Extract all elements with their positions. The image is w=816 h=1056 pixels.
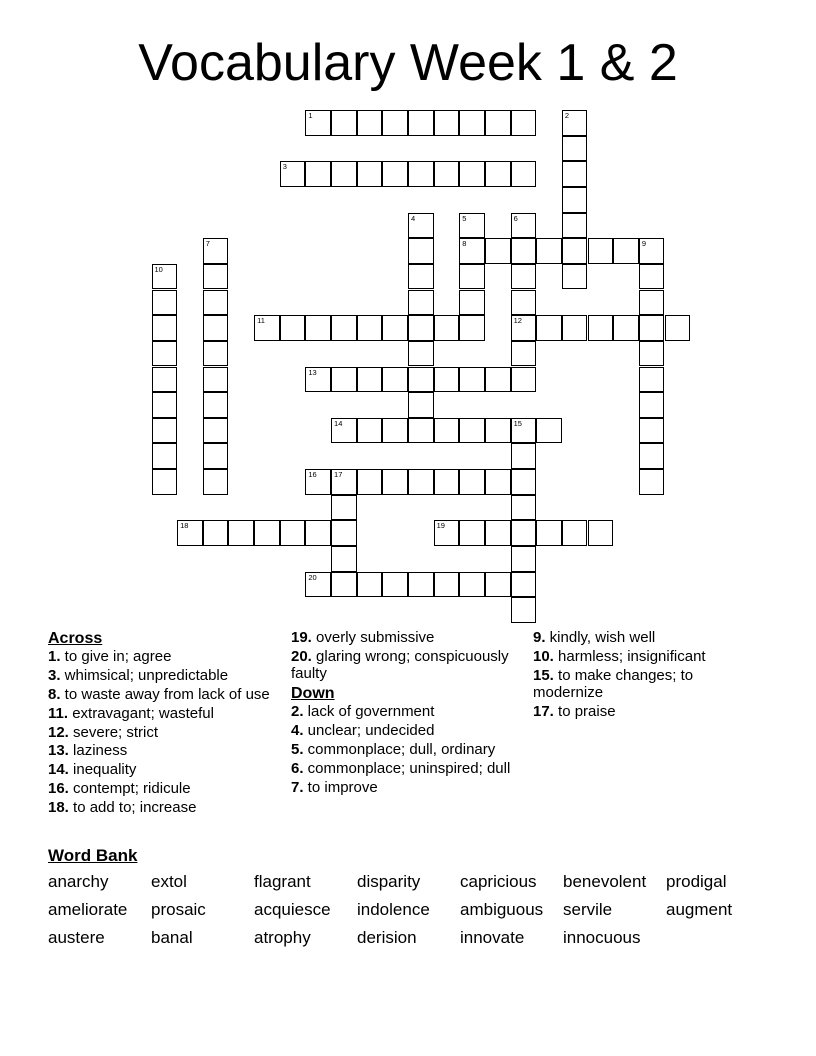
crossword-cell[interactable] (562, 187, 588, 213)
crossword-cell[interactable] (459, 290, 485, 316)
clue-number: 14. (48, 761, 69, 779)
crossword-cell[interactable] (511, 238, 537, 264)
crossword-cell[interactable] (485, 572, 511, 598)
crossword-cell[interactable] (254, 520, 280, 546)
clues-column-3 (533, 629, 763, 722)
crossword-cell[interactable] (152, 418, 178, 444)
crossword-cell[interactable] (357, 315, 383, 341)
clue-item (48, 742, 278, 759)
crossword-cell[interactable] (152, 341, 178, 367)
crossword-cell[interactable] (152, 264, 178, 290)
crossword-cell[interactable] (613, 238, 639, 264)
word-bank-item: austere (48, 928, 105, 947)
clue-number: 20 (308, 572, 317, 582)
clue-number: 8. (48, 685, 61, 703)
crossword-cell[interactable] (408, 469, 434, 495)
crossword-cell[interactable] (459, 264, 485, 290)
crossword-cell[interactable] (459, 238, 485, 264)
clue-number: 10. (533, 647, 554, 665)
crossword-cell[interactable] (357, 572, 383, 598)
crossword-cell[interactable] (562, 315, 588, 341)
crossword-cell[interactable] (280, 520, 306, 546)
clue-item (533, 629, 763, 646)
crossword-cell[interactable] (280, 161, 306, 187)
word-bank-item: flagrant (254, 872, 311, 891)
crossword-cell[interactable] (152, 290, 178, 316)
clue-text: unclear; undecided (303, 721, 435, 739)
clue-number: 12 (513, 316, 522, 326)
crossword-cell[interactable] (331, 546, 357, 572)
across-heading: Across (48, 630, 103, 647)
clue-item (291, 760, 521, 777)
crossword-cell[interactable] (639, 341, 665, 367)
word-bank-item: prodigal (666, 872, 727, 891)
crossword-cell[interactable] (459, 213, 485, 239)
crossword-cell[interactable] (511, 469, 537, 495)
clue-item (291, 703, 521, 720)
clue-number: 6 (513, 213, 518, 223)
crossword-cell[interactable] (511, 367, 537, 393)
crossword-cell[interactable] (331, 315, 357, 341)
crossword-cell[interactable] (562, 136, 588, 162)
clue-number: 13. (48, 742, 69, 760)
crossword-cell[interactable] (536, 418, 562, 444)
crossword-cell[interactable] (434, 572, 460, 598)
crossword-cell[interactable] (331, 495, 357, 521)
clue-number: 7 (205, 239, 210, 249)
crossword-cell[interactable] (305, 469, 331, 495)
crossword-cell[interactable] (203, 469, 229, 495)
crossword-cell[interactable] (408, 315, 434, 341)
clue-item (48, 799, 278, 816)
clue-item (291, 722, 521, 739)
crossword-cell[interactable] (536, 520, 562, 546)
clue-number: 2 (564, 111, 570, 120)
crossword-cell[interactable] (331, 367, 357, 393)
word-bank-item: ambiguous (460, 900, 544, 919)
clue-item (48, 686, 278, 703)
crossword-cell[interactable] (152, 315, 178, 341)
clue-number: 15 (513, 418, 522, 428)
crossword-cell[interactable] (434, 469, 460, 495)
crossword-cell[interactable] (434, 418, 460, 444)
crossword-cell[interactable] (305, 315, 331, 341)
crossword-cell[interactable] (382, 110, 408, 136)
crossword-cell[interactable] (562, 213, 588, 239)
crossword-cell[interactable] (639, 367, 665, 393)
clue-item (48, 705, 278, 722)
crossword-cell[interactable] (562, 161, 588, 187)
clue-number: 4 (411, 213, 416, 223)
crossword-cell[interactable] (357, 418, 383, 444)
word-bank-item: anarchy (48, 872, 109, 891)
crossword-cell[interactable] (203, 443, 229, 469)
clue-number: 6. (291, 759, 304, 777)
crossword-cell[interactable] (203, 367, 229, 393)
crossword-cell[interactable] (357, 367, 383, 393)
crossword-cell[interactable] (305, 110, 331, 136)
clue-item (533, 648, 763, 665)
crossword-cell[interactable] (588, 238, 614, 264)
word-bank-item: ameliorate (48, 900, 128, 919)
crossword-cell[interactable] (408, 110, 434, 136)
clue-number: 7. (291, 778, 304, 796)
word-bank-heading: Word Bank (48, 846, 138, 865)
crossword-cell[interactable] (536, 315, 562, 341)
crossword-cell[interactable] (588, 520, 614, 546)
crossword-cell[interactable] (305, 520, 331, 546)
crossword-cell[interactable] (152, 443, 178, 469)
clue-number: 19. (291, 629, 312, 646)
crossword-cell[interactable] (639, 315, 665, 341)
crossword-cell[interactable] (639, 418, 665, 444)
crossword-cell[interactable] (408, 238, 434, 264)
crossword-cell[interactable] (331, 520, 357, 546)
crossword-cell[interactable] (511, 161, 537, 187)
crossword-cell[interactable] (408, 367, 434, 393)
clue-number: 19 (436, 521, 445, 531)
clue-number: 16 (308, 470, 317, 480)
crossword-cell[interactable] (511, 213, 537, 239)
crossword-cell[interactable] (562, 520, 588, 546)
crossword-cell[interactable] (408, 264, 434, 290)
crossword-cell[interactable] (485, 367, 511, 393)
clue-text: laziness (68, 742, 128, 760)
crossword-cell[interactable] (459, 110, 485, 136)
crossword-cell[interactable] (408, 392, 434, 418)
crossword-cell[interactable] (459, 418, 485, 444)
clue-item (48, 667, 278, 684)
crossword-cell[interactable] (152, 367, 178, 393)
crossword-cell[interactable] (613, 315, 639, 341)
crossword-cell[interactable] (228, 520, 254, 546)
crossword-cell[interactable] (459, 367, 485, 393)
clue-number: 18 (180, 521, 189, 531)
word-bank-item: atrophy (254, 928, 311, 947)
crossword-cell[interactable] (639, 392, 665, 418)
clue-text: to waste away from lack of use (60, 685, 270, 703)
crossword-cell[interactable] (485, 520, 511, 546)
crossword-cell[interactable] (562, 264, 588, 290)
crossword-cell[interactable] (203, 315, 229, 341)
clue-number: 14 (334, 418, 343, 428)
clue-number: 2. (291, 703, 304, 721)
word-bank-item: capricious (460, 872, 537, 891)
crossword-cell[interactable] (254, 315, 280, 341)
crossword-cell[interactable] (305, 161, 331, 187)
clue-text: inequality (68, 761, 137, 779)
crossword-cell[interactable] (511, 597, 537, 623)
page-title: Vocabulary Week 1 & 2 (138, 34, 678, 92)
crossword-cell[interactable] (536, 238, 562, 264)
crossword-cell[interactable] (331, 418, 357, 444)
clue-item (48, 780, 278, 797)
crossword-cell[interactable] (511, 546, 537, 572)
clue-item (291, 779, 521, 796)
crossword-cell[interactable] (408, 572, 434, 598)
crossword-cell[interactable] (331, 469, 357, 495)
clue-text: commonplace; uninspired; dull (303, 759, 511, 777)
crossword-cell[interactable] (152, 392, 178, 418)
crossword-cell[interactable] (382, 367, 408, 393)
word-bank-item: augment (666, 900, 733, 919)
clue-item (533, 667, 763, 702)
clue-text: to give in; agree (60, 648, 172, 665)
crossword-cell[interactable] (511, 264, 537, 290)
crossword-cell[interactable] (382, 418, 408, 444)
crossword-cell[interactable] (357, 161, 383, 187)
crossword-cell[interactable] (357, 469, 383, 495)
crossword-cell[interactable] (408, 161, 434, 187)
crossword-cell[interactable] (434, 315, 460, 341)
clue-item (533, 703, 763, 720)
crossword-cell[interactable] (639, 469, 665, 495)
clue-text: lack of government (303, 703, 435, 721)
crossword-cell[interactable] (511, 110, 537, 136)
crossword-cell[interactable] (382, 469, 408, 495)
crossword-cell[interactable] (305, 572, 331, 598)
crossword-cell[interactable] (562, 110, 588, 136)
crossword-cell[interactable] (511, 290, 537, 316)
crossword-cell[interactable] (485, 161, 511, 187)
clue-text: to make changes; to modernize (533, 666, 694, 702)
clue-number: 12. (48, 723, 69, 741)
clue-text: harmless; insignificant (553, 647, 706, 665)
word-bank-item: extol (151, 872, 187, 891)
crossword-cell[interactable] (511, 572, 537, 598)
crossword-cell[interactable] (511, 495, 537, 521)
crossword-cell[interactable] (331, 161, 357, 187)
crossword-cell[interactable] (639, 238, 665, 264)
crossword-cell[interactable] (203, 290, 229, 316)
clue-item (291, 648, 521, 683)
clue-item (48, 724, 278, 741)
crossword-cell[interactable] (511, 443, 537, 469)
crossword-cell[interactable] (639, 443, 665, 469)
word-bank-item: disparity (357, 872, 421, 891)
crossword-cell[interactable] (511, 418, 537, 444)
crossword-cell[interactable] (382, 161, 408, 187)
crossword-cell[interactable] (665, 315, 691, 341)
crossword-cell[interactable] (408, 418, 434, 444)
clue-number: 18. (48, 799, 69, 817)
crossword-cell[interactable] (177, 520, 203, 546)
clue-number: 3. (48, 666, 61, 684)
crossword-cell[interactable] (408, 341, 434, 367)
word-bank-item: prosaic (151, 900, 206, 919)
clue-number: 4. (291, 721, 304, 739)
word-bank-item: derision (357, 928, 417, 947)
clue-text: contempt; ridicule (68, 780, 191, 798)
crossword-cell[interactable] (331, 110, 357, 136)
crossword-cell[interactable] (203, 418, 229, 444)
clue-text: to praise (553, 702, 616, 720)
clue-number: 1. (48, 648, 61, 665)
clue-item (48, 648, 278, 665)
crossword-cell[interactable] (280, 315, 306, 341)
clue-number: 9 (641, 239, 647, 249)
clues-column-1 (48, 629, 278, 818)
crossword-cell[interactable] (639, 264, 665, 290)
crossword-cell[interactable] (382, 315, 408, 341)
clue-number: 15. (533, 666, 554, 684)
down-heading: Down (291, 685, 335, 703)
clue-text: glaring wrong; conspicuously faulty (291, 647, 509, 683)
crossword-cell[interactable] (511, 341, 537, 367)
crossword-cell[interactable] (485, 110, 511, 136)
word-bank-item: acquiesce (254, 900, 331, 919)
clue-item (291, 629, 521, 646)
crossword-cell[interactable] (434, 110, 460, 136)
clue-text: whimsical; unpredictable (60, 666, 229, 684)
clues-column-2 (291, 629, 521, 798)
crossword-cell[interactable] (639, 290, 665, 316)
clue-item (48, 761, 278, 778)
crossword-cell[interactable] (485, 418, 511, 444)
crossword-cell[interactable] (434, 520, 460, 546)
clue-number: 13 (308, 367, 317, 377)
crossword-cell[interactable] (203, 392, 229, 418)
word-bank-item: benevolent (563, 872, 647, 891)
crossword-cell[interactable] (459, 161, 485, 187)
clue-item (291, 741, 521, 758)
clue-text: extravagant; wasteful (68, 704, 214, 722)
clue-text: to add to; increase (68, 799, 197, 817)
clue-number: 5 (462, 213, 467, 223)
word-bank-item: servile (563, 900, 613, 919)
clue-text: commonplace; dull, ordinary (303, 740, 496, 758)
crossword-cell[interactable] (331, 572, 357, 598)
crossword-cell[interactable] (203, 264, 229, 290)
crossword-cell[interactable] (511, 520, 537, 546)
crossword-cell[interactable] (408, 213, 434, 239)
clue-number: 9. (533, 629, 546, 646)
crossword-cell[interactable] (434, 367, 460, 393)
clue-number: 20. (291, 647, 312, 665)
crossword-cell[interactable] (459, 520, 485, 546)
clue-number: 1 (308, 111, 313, 120)
crossword-cell[interactable] (511, 315, 537, 341)
crossword-cell[interactable] (203, 238, 229, 264)
crossword-cell[interactable] (408, 290, 434, 316)
crossword-cell[interactable] (459, 572, 485, 598)
clue-number: 16. (48, 780, 69, 798)
crossword-cell[interactable] (562, 238, 588, 264)
crossword-cell[interactable] (434, 161, 460, 187)
clue-number: 17. (533, 702, 554, 720)
crossword-cell[interactable] (382, 572, 408, 598)
crossword-cell[interactable] (459, 315, 485, 341)
crossword-cell[interactable] (357, 110, 383, 136)
clue-number: 8 (462, 239, 467, 249)
word-bank-item: banal (151, 928, 193, 947)
crossword-cell[interactable] (485, 469, 511, 495)
clue-number: 5. (291, 740, 304, 758)
word-bank-item: innovate (460, 928, 525, 947)
clue-number: 3 (282, 162, 287, 172)
clue-text: overly submissive (311, 629, 435, 646)
crossword-cell[interactable] (152, 469, 178, 495)
clue-text: severe; strict (68, 723, 159, 741)
crossword-cell[interactable] (588, 315, 614, 341)
clue-number: 10 (154, 264, 163, 274)
crossword-cell[interactable] (485, 238, 511, 264)
word-bank-item: innocuous (563, 928, 641, 947)
clue-number: 11. (48, 704, 69, 722)
clue-text: kindly, wish well (545, 629, 656, 646)
clue-number: 17 (334, 470, 343, 480)
crossword-cell[interactable] (203, 341, 229, 367)
word-bank-item: indolence (357, 900, 430, 919)
clue-text: to improve (303, 778, 378, 796)
crossword-cell[interactable] (305, 367, 331, 393)
crossword-cell[interactable] (203, 520, 229, 546)
crossword-cell[interactable] (459, 469, 485, 495)
clue-number: 11 (257, 316, 265, 326)
